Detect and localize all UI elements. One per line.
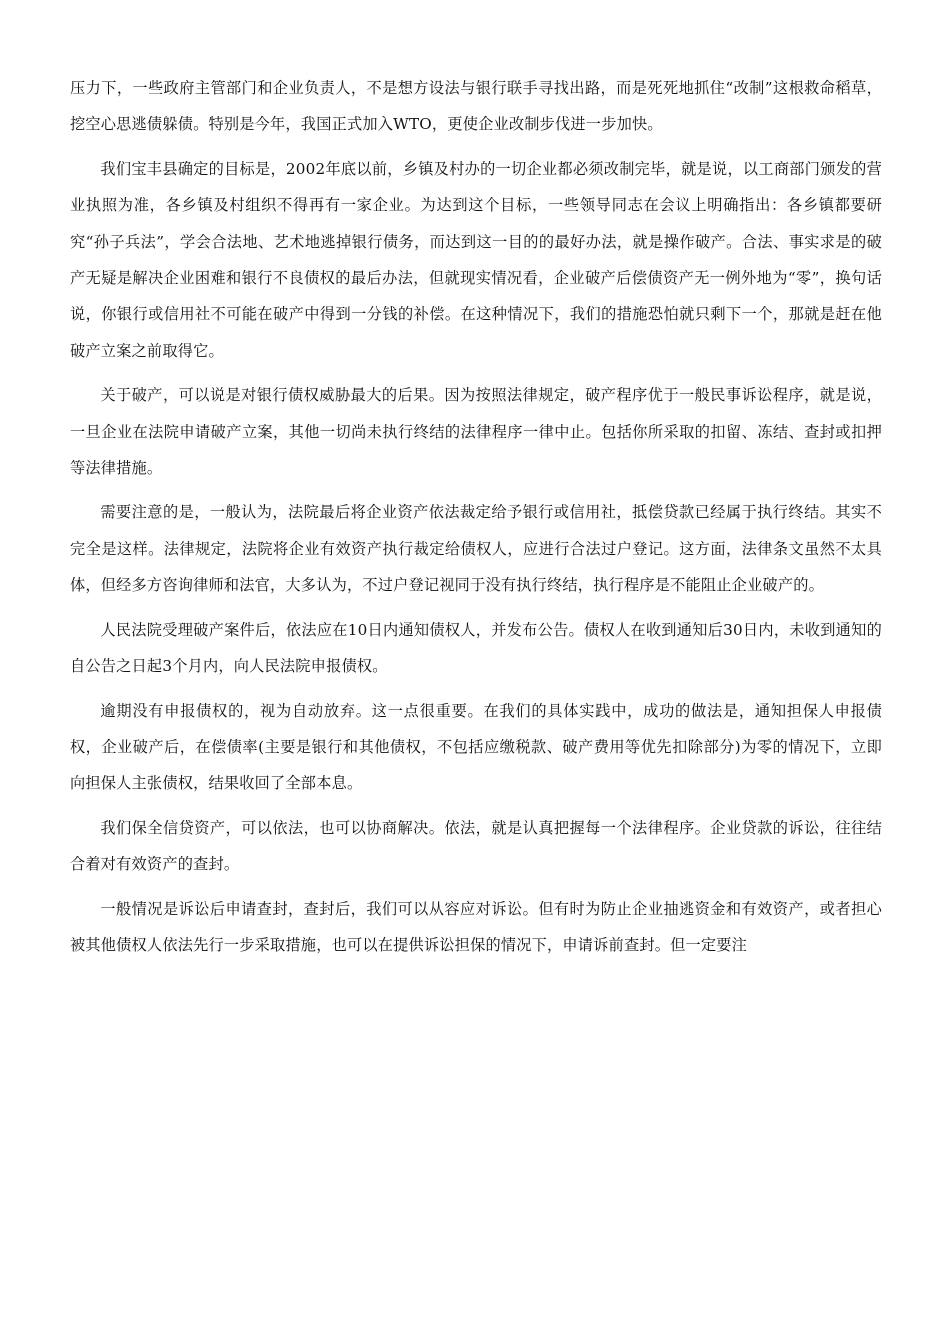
document-page: [70, 70, 882, 963]
paragraph-baofeng-target: 我们宝丰县确定的目标是，2002年底以前，乡镇及村办的一切企业都必须改制完毕，就是说，以工商部门颁发的营业执照为准，各乡镇及村组织不得再有一家企业。为达到这个目标，一些领导同志在会议上明确指出：各乡镇都要研究“孙子兵法”，学会合法地、艺术地逃掉银行债务，而达到这一目的的最好办法，就是操作破产。合法、事实求是的破产无疑是解决企业困难和银行不良债权的最后办法，但就现实情况看，企业破产后偿债资产无一例外地为“零”，换句话说，你银行或信用社不可能在破产中得到一分钱的补偿。在这种情况下，我们的措施恐怕就只剩下一个，那就是赶在他破产立案之前取得它。: [70, 159, 882, 360]
paragraph-bankruptcy-threat: 关于破产，可以说是对银行债权威胁最大的后果。因为按照法律规定，破产程序优于一般民事诉讼程序，就是说，一旦企业在法院申请破产立案，其他一切尚未执行终结的法律程序一律中止。包括你所采取的扣留、冻结、查封或扣押等法律措施。: [70, 386, 882, 478]
paragraph-continued: 压力下，一些政府主管部门和企业负责人，不是想方设法与银行联手寻找出路，而是死死地抓住“改制”这根救命稻草，挖空心思逃债躲债。特别是今年，我国正式加入WTO，更使企业改制步伐进一步加快。: [70, 79, 882, 134]
paragraph-asset-protection: 我们保全信贷资产，可以依法，也可以协商解决。依法，就是认真把握每一个法律程序。企业贷款的诉讼，往往结合着对有效资产的查封。: [70, 818, 882, 874]
paragraph-overdue-claims: 逾期没有申报债权的，视为自动放弃。这一点很重要。在我们的具体实践中，成功的做法是，通知担保人申报债权，企业破产后，在偿债率(主要是银行和其他债权，不包括应缴税款、破产费用等优先扣除部分)为零的情况下，立即向担保人主张债权，结果收回了全部本息。: [70, 701, 882, 793]
paragraph-seizure: 一般情况是诉讼后申请查封，查封后，我们可以从容应对诉讼。但有时为防止企业抽逃资金和有效资产，或者担心被其他债权人依法先行一步采取措施，也可以在提供诉讼担保的情况下，申请诉前查封。但一定要注: [70, 899, 882, 954]
paragraph-execution-note: 需要注意的是，一般认为，法院最后将企业资产依法裁定给予银行或信用社，抵偿贷款已经属于执行终结。其实不完全是这样。法律规定，法院将企业有效资产执行裁定给债权人，应进行合法过户登记。这方面，法律条文虽然不太具体，但经多方咨询律师和法官，大多认为，不过户登记视同于没有执行终结，执行程序是不能阻止企业破产的。: [70, 503, 882, 595]
paragraph-court-notice: 人民法院受理破产案件后，依法应在10日内通知债权人，并发布公告。债权人在收到通知后30日内，未收到通知的自公告之日起3个月内，向人民法院申报债权。: [70, 620, 882, 676]
